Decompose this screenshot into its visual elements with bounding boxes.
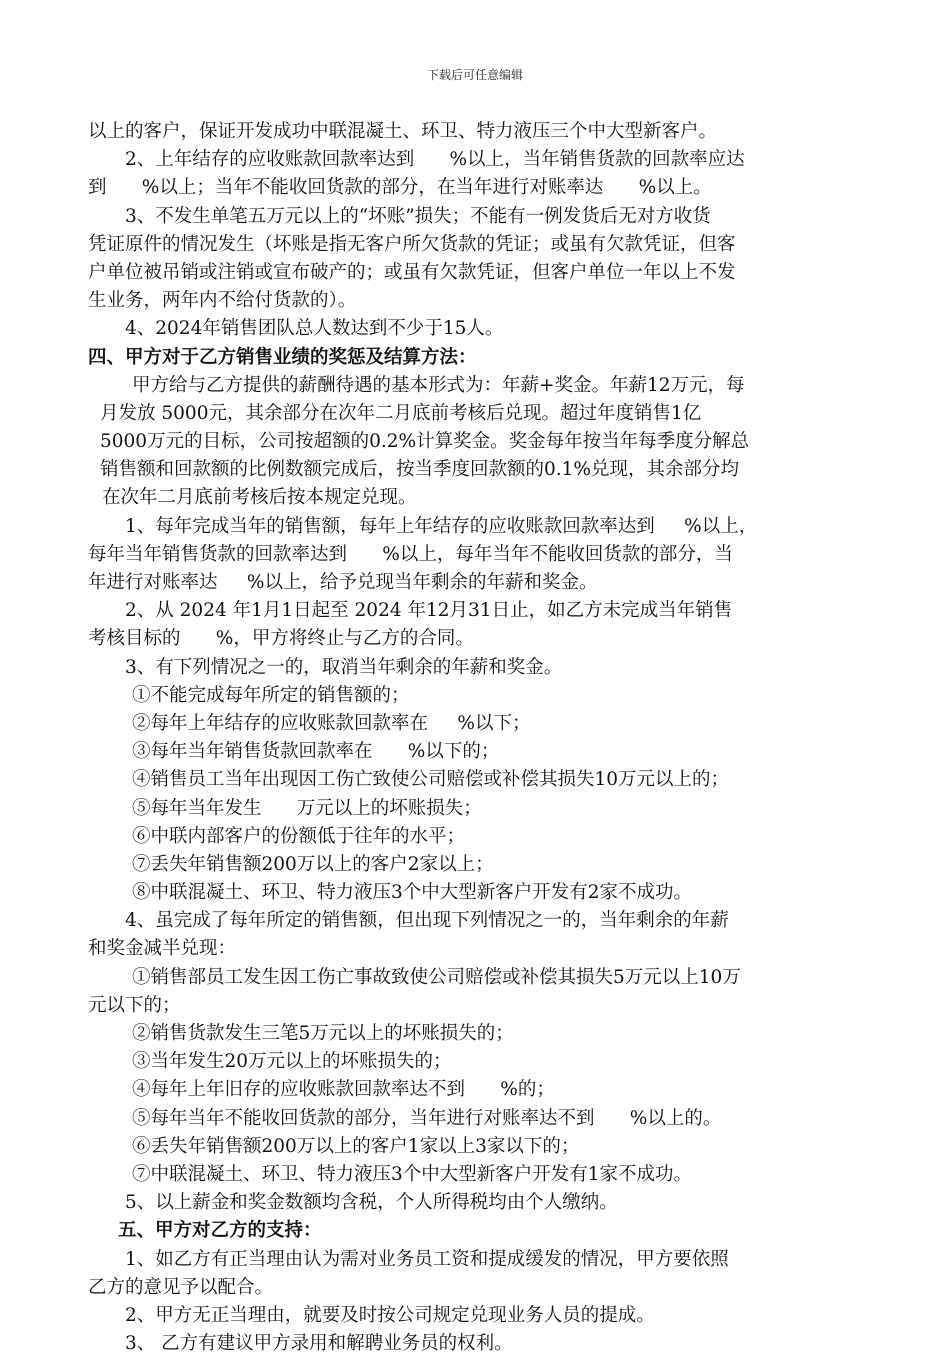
text-line: 年进行对账率达 %以上，给予兑现当年剩余的年薪和奖金。 (88, 572, 598, 593)
text-line: 销售额和回款额的比例数额完成后，按当季度回款额的0.1%兑现，其余部分均 (100, 459, 740, 481)
text-line: 2、甲方无正当理由，就要及时按公司规定兑现业务人员的提成。 (125, 1304, 655, 1326)
text-line: 4、虽完成了每年所定的销售额，但出现下列情况之一的，当年剩余的年薪 (125, 910, 729, 932)
text-line: 1、如乙方有正当理由认为需对业务员工资和提成缓发的情况，甲方要依照 (125, 1248, 729, 1270)
list-item: ①不能完成每年所定的销售额的； (132, 684, 410, 706)
text-line: 生业务，两年内不给付货款的）。 (88, 290, 357, 312)
section-heading: 五、甲方对乙方的支持： (118, 1220, 322, 1242)
list-item: ④每年上年旧存的应收账款回款率达不到 %的； (132, 1079, 555, 1101)
list-item: ③当年发生20万元以上的坏账损失的； (132, 1051, 452, 1073)
list-item: ③每年当年销售货款回款率在 %以下的； (132, 741, 500, 763)
list-item: ②销售货款发生三笔5万元以上的坏账损失的； (132, 1023, 514, 1044)
list-item: ⑦中联混凝土、环卫、特力液压3个中大型新客户开发有1家不成功。 (132, 1163, 693, 1185)
text-line: 4、2024年销售团队总人数达到不少于15人。 (125, 318, 504, 340)
text-line: 3、有下列情况之一的，取消当年剩余的年薪和奖金。 (125, 656, 563, 678)
text-line: 在次年二月底前考核后按本规定兑现。 (102, 487, 417, 509)
text-line: 考核目标的 %，甲方将终止与乙方的合同。 (88, 628, 474, 650)
list-item: ⑤每年当年不能收回货款的部分，当年进行对账率达不到 %以上的。 (132, 1107, 722, 1129)
list-item: ⑦丢失年销售额200万以上的客户2家以上； (132, 853, 494, 875)
text-line: 甲方给与乙方提供的薪酬待遇的基本形式为：年薪+奖金。年薪12万元，每 (132, 374, 745, 396)
list-item: ②每年上年结存的应收账款回款率在 %以下； (132, 712, 531, 734)
text-line: 5、以上薪金和奖金数额均含税，个人所得税均由个人缴纳。 (125, 1192, 618, 1214)
document-body (88, 118, 878, 1358)
text-line: 以上的客户，保证开发成功中联混凝土、环卫、特力液压三个中大型新客户。 (88, 121, 718, 142)
text-line: 月发放 5000元，其余部分在次年二月底前考核后兑现。超过年度销售1亿 (100, 402, 702, 424)
text-line: 和奖金减半兑现： (88, 938, 237, 960)
text-line: 2、从 2024 年1月1日起至 2024 年12月31日止，如乙方未完成当年销售 (125, 600, 733, 622)
text-line: 3、 乙方有建议甲方录用和解聘业务员的权利。 (125, 1333, 513, 1355)
text-line: 3、不发生单笔五万元以上的“坏账”损失；不能有一例发货后无对方收货 (125, 205, 711, 227)
text-line: 每年当年销售货款的回款率达到 %以上，每年当年不能收回货款的部分，当 (88, 543, 733, 565)
text-line: 到 %以上；当年不能收回货款的部分，在当年进行对账率达 %以上。 (88, 177, 712, 199)
list-item: ⑥丢失年销售额200万以上的客户1家以上3家以下的； (132, 1135, 580, 1157)
page-header-note: 下载后可任意编辑 (426, 68, 523, 82)
text-line: 凭证原件的情况发生（坏账是指无客户所欠货款的凭证；或虽有欠款凭证，但客 (88, 233, 736, 255)
list-item: ④销售员工当年出现因工伤亡致使公司赔偿或补偿其损失10万元以上的； (132, 769, 730, 791)
text-line: 元以下的； (88, 994, 181, 1016)
text-line: 1、每年完成当年的销售额，每年上年结存的应收账款回款率达到 %以上， (125, 515, 758, 537)
list-item: ⑤每年当年发生 万元以上的坏账损失； (132, 797, 482, 819)
text-line: 户单位被吊销或注销或宣布破产的；或虽有欠款凭证，但客户单位一年以上不发 (88, 261, 736, 283)
text-line: 乙方的意见予以配合。 (88, 1276, 274, 1298)
list-item: ⑥中联内部客户的份额低于往年的水平； (132, 825, 466, 847)
list-item: ①销售部员工发生因工伤亡事故致使公司赔偿或补偿其损失5万元以上10万 (132, 966, 741, 988)
text-line: 2、上年结存的应收账款回款率达到 %以上，当年销售货款的回款率应达 (125, 149, 745, 171)
text-line: 5000万元的目标，公司按超额的0.2%计算奖金。奖金每年按当年每季度分解总 (100, 431, 750, 453)
list-item: ⑧中联混凝土、环卫、特力液压3个中大型新客户开发有2家不成功。 (132, 882, 693, 904)
section-heading: 四、甲方对于乙方销售业绩的奖惩及结算方法： (88, 346, 477, 368)
